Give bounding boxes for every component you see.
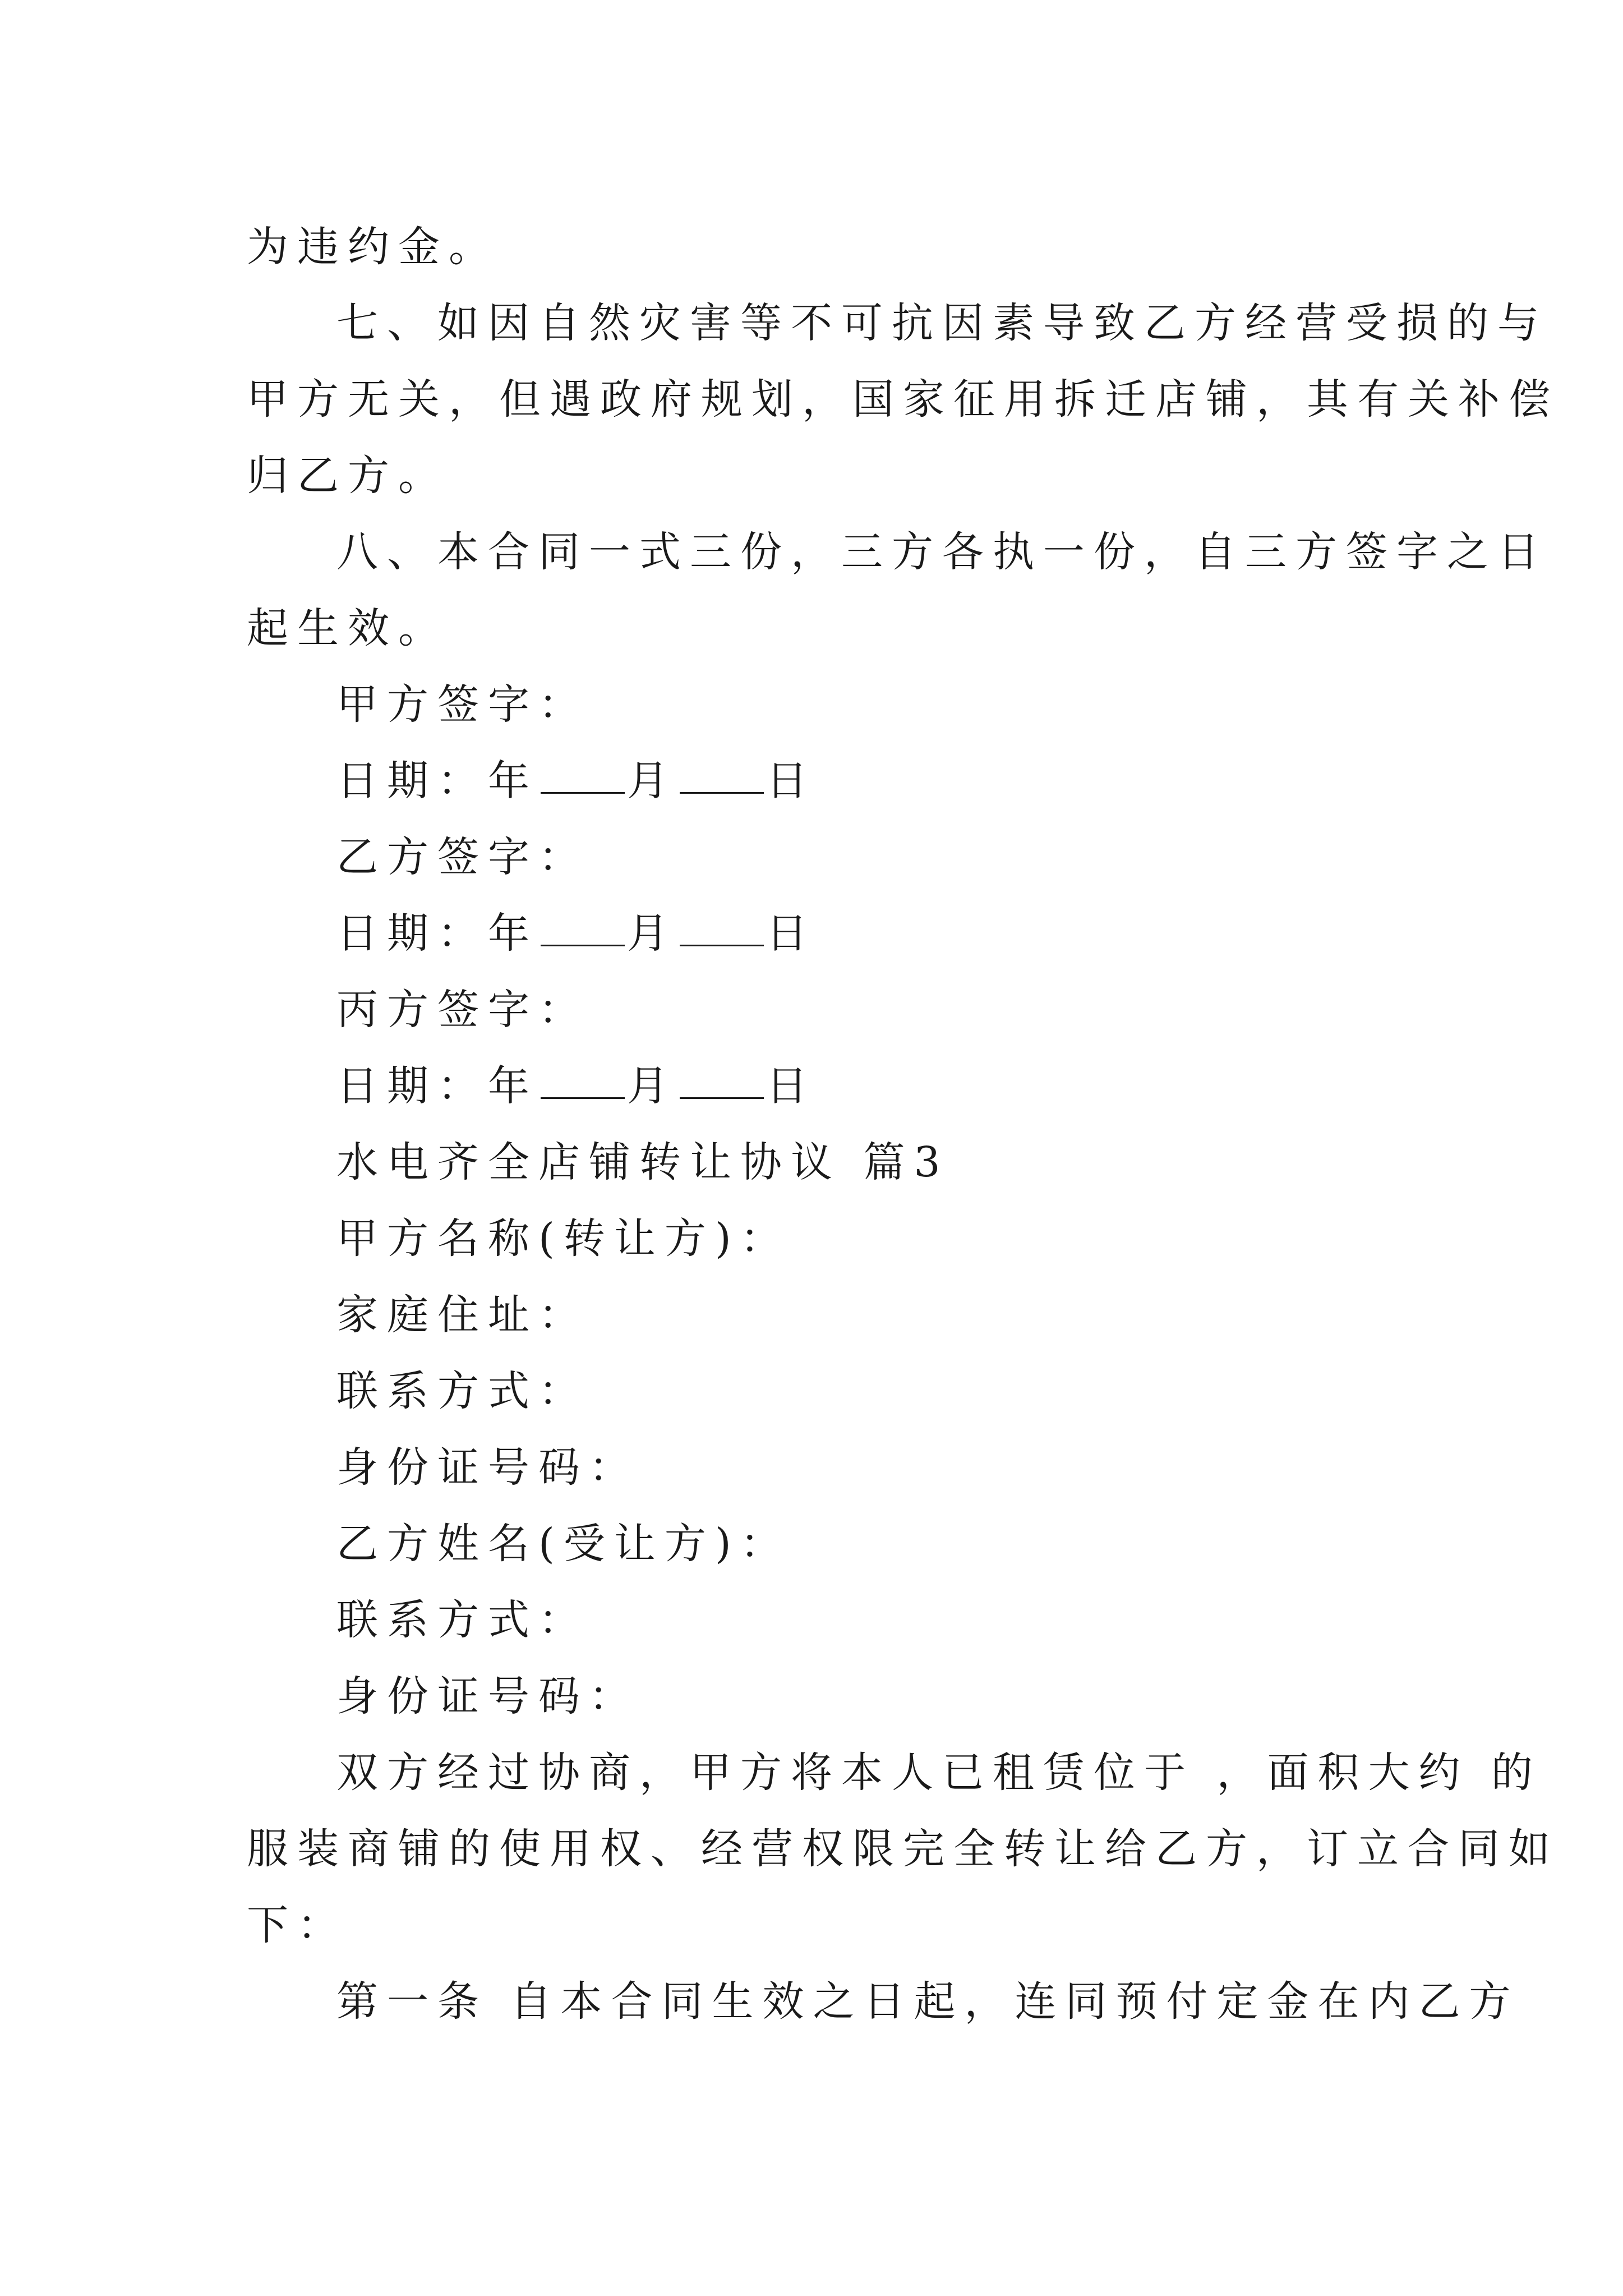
article-one-line-1: 第一条 自本合同生效之日起，连同预付定金在内乙方 [336,1977,1520,2026]
date-line-a [336,753,1380,809]
date-day: 日 [766,757,817,805]
party-a-signature: 甲方签字： [336,680,589,729]
date-month: 月 [627,1062,677,1110]
clause-eight-line-1: 八、本合同一式三份，三方各执一份，自三方签字之日 [336,528,1548,576]
id-number-field-a: 身份证号码： [336,1443,639,1492]
home-address-field: 家庭住址： [336,1291,589,1339]
date-line-b [336,905,1380,961]
month-blank [541,753,625,794]
party-b-name-field: 乙方姓名(受让方)： [336,1520,791,1568]
date-day: 日 [766,909,817,958]
agreement-paragraph-line-1: 双方经过协商，甲方将本人已租赁位于 ，面积大约 的 [336,1749,1542,1797]
contact-field-b: 联系方式： [336,1596,589,1644]
date-month: 月 [627,757,677,805]
date-day: 日 [766,1062,817,1110]
clause-seven-line-3: 归乙方。 [247,452,449,500]
party-b-signature: 乙方签字： [336,833,589,881]
agreement-paragraph-line-2: 服装商铺的使用权、经营权限完全转让给乙方，订立合同如 [247,1825,1559,1873]
text-line: 为违约金。 [247,223,499,271]
date-prefix: 日期：年 [336,757,538,805]
clause-eight-line-2: 起生效。 [247,604,449,652]
month-blank [541,905,625,946]
date-month: 月 [627,909,677,958]
month-blank [541,1058,625,1099]
party-c-signature: 丙方签字： [336,986,589,1034]
day-blank [680,753,764,794]
clause-seven-line-2: 甲方无关，但遇政府规划，国家征用拆迁店铺，其有关补偿 [247,375,1559,424]
clause-seven-line-1: 七、如因自然灾害等不可抗因素导致乙方经营受损的与 [336,299,1548,347]
day-blank [680,905,764,946]
id-number-field-b: 身份证号码： [336,1672,639,1720]
date-line-c [336,1058,1380,1114]
section-title: 水电齐全店铺转让协议 篇3 [336,1138,949,1186]
date-prefix: 日期：年 [336,909,538,958]
agreement-paragraph-line-3: 下： [247,1901,348,1949]
party-a-name-field: 甲方名称(转让方)： [336,1214,791,1263]
date-prefix: 日期：年 [336,1062,538,1110]
day-blank [680,1058,764,1099]
contact-field-a: 联系方式： [336,1367,589,1415]
